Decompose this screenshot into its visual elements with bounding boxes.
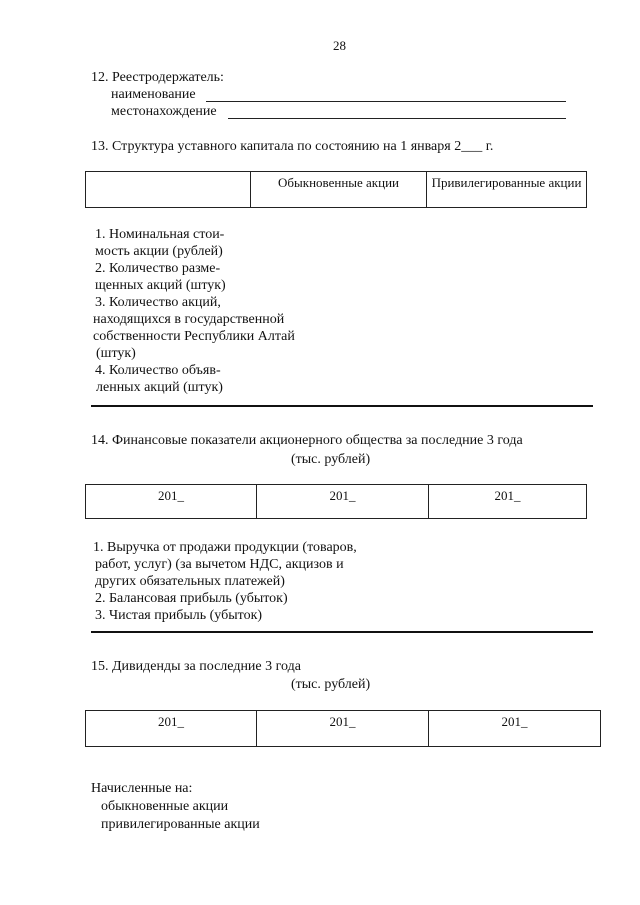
financial-row-label: работ, услуг) (за вычетом НДС, акцизов и <box>95 557 344 572</box>
capital-row-label: 3. Количество акций, <box>95 295 221 310</box>
col-preferred-shares: Привилегированные акции <box>427 172 587 208</box>
capital-row-label: (штук) <box>96 346 136 361</box>
dividend-item-preferred: привилегированные акции <box>101 817 260 832</box>
capital-row-label: 1. Номинальная стои- <box>95 227 225 242</box>
capital-structure-table <box>85 171 587 208</box>
capital-row-label: ленных акций (штук) <box>96 380 223 395</box>
section13-heading: 13. Структура уставного капитала по состоянию на 1 января 2___ г. <box>91 139 494 154</box>
year-column-header: 201_ <box>86 485 257 519</box>
capital-header-blank <box>86 172 251 208</box>
financial-row-label: 2. Балансовая прибыль (убыток) <box>95 591 288 606</box>
col-ordinary-shares: Обыкновенные акции <box>251 172 427 208</box>
registrar-name-label: наименование <box>111 87 196 102</box>
capital-row-label: собственности Республики Алтай <box>93 329 295 344</box>
accrued-label: Начисленные на: <box>91 781 193 796</box>
registrar-location-label: местонахождение <box>111 104 217 119</box>
section14-unit: (тыс. рублей) <box>291 452 371 467</box>
capital-row-label: 2. Количество разме- <box>95 261 221 276</box>
financial-indicators-table <box>85 484 587 519</box>
year-column-header: 201_ <box>429 485 587 519</box>
financial-row-label: 3. Чистая прибыль (убыток) <box>95 608 263 623</box>
dividends-table <box>85 710 601 747</box>
section14-divider <box>91 631 593 633</box>
financial-rows <box>93 539 357 624</box>
section13-divider <box>91 405 593 407</box>
financial-row-label: других обязательных платежей) <box>95 574 285 589</box>
year-column-header: 201_ <box>429 711 601 747</box>
section12-heading: 12. Реестродержатель: <box>91 70 224 85</box>
page-number: 28 <box>333 38 346 53</box>
capital-rows <box>93 226 295 396</box>
capital-row-label: находящихся в государственной <box>93 312 285 327</box>
registrar-name-field[interactable] <box>206 101 566 102</box>
financial-row-label: 1. Выручка от продажи продукции (товаров, <box>93 540 357 555</box>
section14-heading: 14. Финансовые показатели акционерного общества за последние 3 года <box>91 433 523 448</box>
capital-row-label: 4. Количество объяв- <box>95 363 221 378</box>
capital-row-label: мость акции (рублей) <box>95 244 223 259</box>
year-column-header: 201_ <box>257 485 429 519</box>
year-column-header: 201_ <box>86 711 257 747</box>
registrar-location-field[interactable] <box>228 118 566 119</box>
section15-unit: (тыс. рублей) <box>291 677 371 692</box>
year-column-header: 201_ <box>257 711 429 747</box>
section15-heading: 15. Дивиденды за последние 3 года <box>91 659 301 674</box>
capital-row-label: щенных акций (штук) <box>95 278 226 293</box>
dividend-item-ordinary: обыкновенные акции <box>101 799 229 814</box>
